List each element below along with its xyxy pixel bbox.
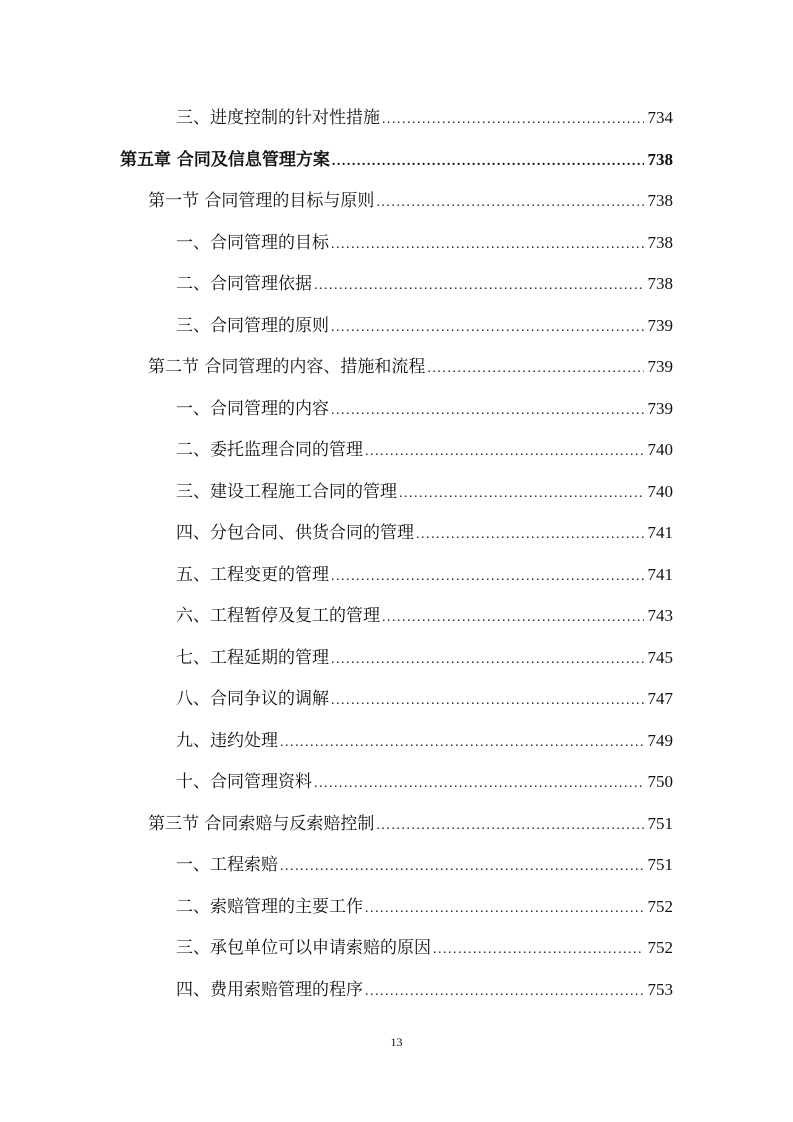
dot-leader — [331, 689, 644, 713]
toc-entry-label: 三、进度控制的针对性措施 — [176, 108, 380, 128]
toc-entry[interactable] — [176, 687, 673, 711]
toc-entry-label: 四、费用索赔管理的程序 — [176, 980, 363, 1000]
toc-entry-page: 738 — [647, 191, 673, 210]
toc-entry-label: 第二节 合同管理的内容、措施和流程 — [148, 357, 426, 377]
toc-entry-page: 738 — [647, 233, 673, 252]
toc-entry-page: 749 — [647, 731, 673, 750]
toc-entry-page: 740 — [647, 440, 673, 459]
toc-entry-label: 一、合同管理的目标 — [176, 233, 329, 253]
toc-entry-label: 二、委托监理合同的管理 — [176, 440, 363, 460]
dot-leader — [376, 814, 643, 838]
toc-entry-label: 二、合同管理依据 — [176, 274, 312, 294]
toc-entry-page: 734 — [647, 108, 673, 127]
page-number: 13 — [390, 1035, 403, 1049]
toc-entry[interactable] — [176, 397, 673, 421]
toc-entry[interactable] — [176, 853, 673, 877]
toc-entry-page: 752 — [647, 938, 673, 957]
toc-entry-label: 八、合同争议的调解 — [176, 689, 329, 709]
dot-leader — [332, 150, 644, 174]
toc-entry[interactable] — [176, 978, 673, 1002]
toc-entry-label: 三、建设工程施工合同的管理 — [176, 482, 397, 502]
toc-entry-page: 741 — [647, 565, 673, 584]
toc-entry[interactable] — [176, 770, 673, 794]
toc-entry-page: 739 — [647, 316, 673, 335]
toc-entry-label: 七、工程延期的管理 — [176, 648, 329, 668]
dot-leader — [376, 191, 643, 215]
toc-entry-label: 九、违约处理 — [176, 731, 278, 751]
toc-entry-page: 743 — [647, 606, 673, 625]
dot-leader — [331, 399, 644, 423]
toc-entry[interactable] — [176, 936, 673, 960]
toc-entry-page: 739 — [647, 399, 673, 418]
dot-leader — [416, 523, 644, 547]
dot-leader — [399, 482, 644, 506]
toc-entry-label: 三、承包单位可以申请索赔的原因 — [176, 938, 431, 958]
dot-leader — [314, 772, 644, 796]
toc-entry[interactable] — [176, 563, 673, 587]
toc-entry[interactable] — [176, 231, 673, 255]
toc-entry-page: 751 — [647, 814, 673, 833]
toc-entry-label: 四、分包合同、供货合同的管理 — [176, 523, 414, 543]
toc-entry-label: 一、合同管理的内容 — [176, 399, 329, 419]
toc-entry-page: 751 — [647, 855, 673, 874]
toc-chapter-entry[interactable] — [120, 148, 673, 172]
toc-entry[interactable] — [176, 480, 673, 504]
toc-entry[interactable] — [176, 521, 673, 545]
dot-leader — [382, 606, 644, 630]
dot-leader — [280, 855, 644, 879]
toc-entry-label: 二、索赔管理的主要工作 — [176, 897, 363, 917]
dot-leader — [382, 108, 644, 132]
dot-leader — [427, 357, 643, 381]
toc-section-entry[interactable] — [148, 355, 673, 379]
toc-entry-label: 第一节 合同管理的目标与原则 — [148, 191, 375, 211]
toc-entry-page: 747 — [647, 689, 673, 708]
toc-section-entry[interactable] — [148, 812, 673, 836]
toc-entry[interactable] — [176, 895, 673, 919]
toc-entry[interactable] — [176, 646, 673, 670]
dot-leader — [331, 316, 644, 340]
toc-entry-page: 738 — [647, 150, 673, 169]
toc-entry-label: 第五章 合同及信息管理方案 — [120, 150, 330, 170]
toc-entry[interactable] — [176, 729, 673, 753]
toc-entry-page: 738 — [647, 274, 673, 293]
dot-leader — [365, 897, 644, 921]
dot-leader — [365, 980, 644, 1004]
toc-entry[interactable] — [176, 106, 673, 130]
toc-entry[interactable] — [176, 272, 673, 296]
dot-leader — [365, 440, 644, 464]
dot-leader — [280, 731, 644, 755]
dot-leader — [331, 648, 644, 672]
toc-entry-page: 739 — [647, 357, 673, 376]
toc-entry[interactable] — [176, 604, 673, 628]
toc-entry-page: 741 — [647, 523, 673, 542]
toc-entry-page: 745 — [647, 648, 673, 667]
toc-entry-label: 第三节 合同索赔与反索赔控制 — [148, 814, 375, 834]
dot-leader — [314, 274, 644, 298]
dot-leader — [433, 938, 644, 962]
toc-entry-label: 六、工程暂停及复工的管理 — [176, 606, 380, 626]
toc-entry-page: 752 — [647, 897, 673, 916]
toc-entry-label: 十、合同管理资料 — [176, 772, 312, 792]
toc-entry-page: 753 — [647, 980, 673, 999]
toc-entry-label: 五、工程变更的管理 — [176, 565, 329, 585]
toc-entry-label: 一、工程索赔 — [176, 855, 278, 875]
toc-entry[interactable] — [176, 438, 673, 462]
toc-section-entry[interactable] — [148, 189, 673, 213]
toc-entry-page: 750 — [647, 772, 673, 791]
toc-entry-label: 三、合同管理的原则 — [176, 316, 329, 336]
toc-entry-page: 740 — [647, 482, 673, 501]
dot-leader — [331, 565, 644, 589]
dot-leader — [331, 233, 644, 257]
toc-entry[interactable] — [176, 314, 673, 338]
